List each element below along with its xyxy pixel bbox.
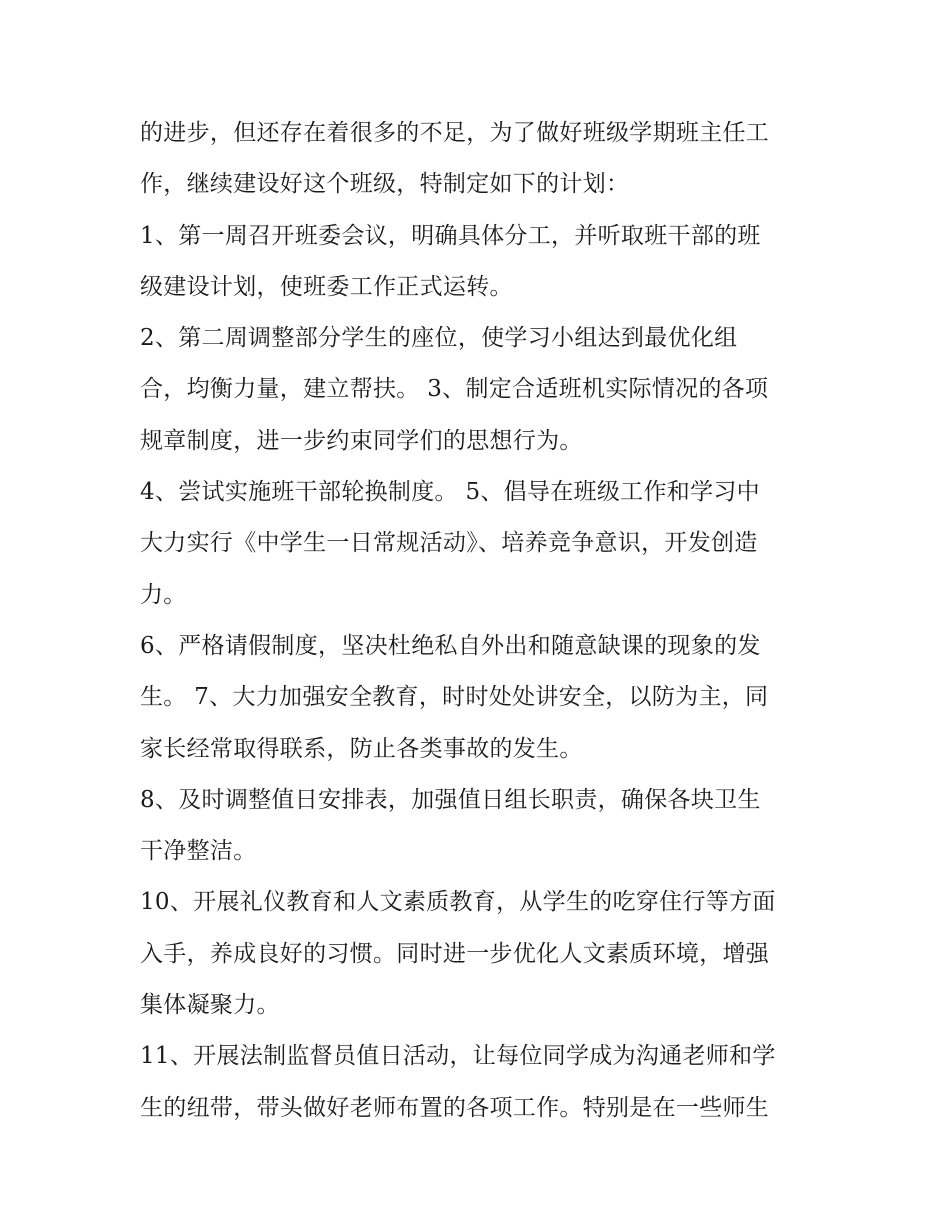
- text-line-15: 干净整洁。: [140, 838, 257, 865]
- text-line-18: 集体凝聚力。: [140, 992, 280, 1019]
- text-line-2: 作，继续建设好这个班级，特制定如下的计划：: [140, 171, 630, 198]
- text-line-11: 6、严格请假制度，坚决杜绝私自外出和随意缺课的现象的发: [140, 632, 761, 659]
- text-line-20: 生的纽带，带头做好老师布置的各项工作。特别是在一些师生: [140, 1094, 770, 1121]
- text-line-1: 的进步，但还存在着很多的不足，为了做好班级学期班主任工: [140, 120, 770, 146]
- text-line-3: 1、第一周召开班委会议，明确具体分工，并听取班干部的班: [140, 222, 761, 249]
- text-line-17: 入手，养成良好的习惯。同时进一步优化人文素质环境，增强: [140, 940, 770, 967]
- text-line-19: 11、开展法制监督员值日活动，让每位同学成为沟通老师和学: [140, 1043, 776, 1070]
- text-line-6: 合，均衡力量，建立帮扶。 3、制定合适班机实际情况的各项: [140, 376, 769, 403]
- text-line-14: 8、及时调整值日安排表，加强值日组长职责，确保各块卫生: [140, 786, 761, 813]
- text-line-13: 家长经常取得联系，防止各类事故的发生。: [140, 735, 583, 762]
- text-line-16: 10、开展礼仪教育和人文素质教育，从学生的吃穿住行等方面: [140, 889, 776, 916]
- text-line-5: 2、第二周调整部分学生的座位，使学习小组达到最优化组: [140, 325, 738, 352]
- document-body: [140, 108, 820, 1134]
- text-line-9: 大力实行《中学生一日常规活动》、培养竞争意识，开发创造: [140, 530, 758, 557]
- text-line-4: 级建设计划，使班委工作正式运转。: [140, 273, 513, 300]
- text-line-7: 规章制度，进一步约束同学们的思想行为。: [140, 427, 583, 454]
- text-line-10: 力。: [140, 581, 187, 608]
- text-line-12: 生。 7、大力加强安全教育，时时处处讲安全，以防为主，同: [140, 684, 769, 711]
- text-line-8: 4、尝试实施班干部轮换制度。 5、倡导在班级工作和学习中: [140, 479, 760, 506]
